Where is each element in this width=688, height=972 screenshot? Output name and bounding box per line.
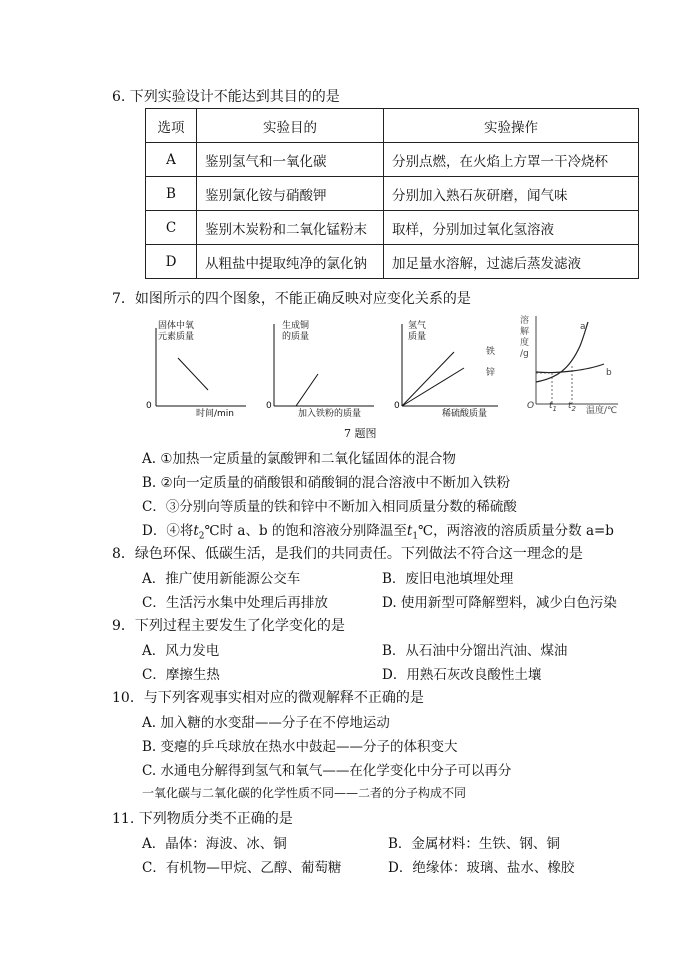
q9-option-d: D．用熟石灰改良酸性土壤 — [382, 667, 542, 683]
table-row — [146, 211, 639, 245]
q9-option-b: B．从石油中分馏出汽油、煤油 — [382, 643, 568, 659]
graph-1-origin: 0 — [146, 401, 152, 411]
ylabel-char: /g — [520, 349, 529, 359]
purpose-cell: 鉴别氯化铵与硝酸钾 — [197, 177, 384, 211]
ylabel-line: 元素质量 — [158, 332, 195, 342]
q10-option-b: B. 变瘪的乒乓球放在热水中鼓起——分子的体积变大 — [142, 739, 458, 755]
option-d-t1: t — [406, 523, 413, 539]
q8-option-b: B．废旧电池填埋处理 — [382, 571, 514, 587]
figure-caption: 7 题图 — [344, 427, 377, 440]
question-8-stem: 8．绿色环保、低碳生活，是我们的共同责任。下列做法不符合这一理念的是 — [112, 546, 583, 562]
ylabel-line: 生成铜 — [282, 321, 310, 331]
table-header-row — [146, 109, 639, 143]
t2-letter: t — [568, 401, 572, 411]
graph-3-label-zinc: 锌 — [486, 368, 496, 378]
q10-option-c: C. 水通电分解得到氢气和氧气——在化学变化中分子可以再分 — [142, 763, 512, 779]
q11-option-c: C．有机物—甲烷、乙醇、葡萄糖 — [142, 860, 342, 876]
q7-option-d — [142, 519, 614, 542]
table-row — [146, 245, 639, 279]
operation-cell: 取样，分别加过氧化氢溶液 — [384, 211, 639, 245]
ylabel-char: 解 — [520, 327, 530, 337]
purpose-cell: 鉴别氢气和一氧化碳 — [197, 143, 384, 177]
operation-cell: 加足量水溶解，过滤后蒸发滤液 — [384, 245, 639, 279]
q11-option-d: D．绝缘体：玻璃、盐水、橡胶 — [388, 860, 575, 876]
q7-option-a: A. ①加热一定质量的氯酸钾和二氧化锰固体的混合物 — [142, 451, 456, 467]
graph-2 — [262, 318, 377, 418]
graph-3-origin: 0 — [394, 401, 400, 411]
ylabel-char: 溶 — [520, 316, 530, 326]
ylabel-line: 固体中氧 — [158, 321, 195, 331]
option-d-t2: t — [193, 523, 199, 539]
graph-line — [296, 374, 318, 406]
graph-1 — [140, 318, 250, 418]
q8-option-c: C．生活污水集中处理后再排放 — [142, 595, 328, 611]
q10-option-d: 一氧化碳与二氧化碳的化学性质不同——二者的分子构成不同 — [142, 786, 467, 800]
t2-label — [568, 401, 576, 413]
ylabel-char: 度 — [520, 338, 530, 348]
graph-3-xlabel: 稀硫酸质量 — [442, 409, 488, 419]
header-purpose: 实验目的 — [197, 109, 384, 143]
ylabel-line: 的质量 — [282, 332, 310, 342]
curve-b-label: b — [606, 368, 612, 378]
graph-4-xlabel: 温度/℃ — [586, 406, 618, 416]
q10-option-a: A. 加入糖的水变甜——分子在不停地运动 — [142, 715, 390, 731]
t1-label — [549, 401, 557, 413]
t1-letter: t — [549, 401, 553, 411]
graph-1-xlabel: 时间/min — [196, 409, 235, 419]
q8-option-d: D. 使用新型可降解塑料，减少白色污染 — [382, 595, 617, 611]
purpose-cell: 鉴别木炭粉和二氧化锰粉末 — [197, 211, 384, 245]
option-d-part: ℃，两溶液的溶质质量分数 a=b — [418, 523, 614, 539]
q9-option-a: A．风力发电 — [142, 643, 220, 659]
q8-option-a: A．推广使用新能源公交车 — [142, 571, 301, 587]
question-6-table — [145, 108, 639, 279]
graph-line — [178, 358, 208, 390]
question-9-stem: 9．下列过程主要发生了化学变化的是 — [112, 618, 345, 634]
graph-3-label-iron: 铁 — [486, 347, 496, 357]
question-11-stem: 11. 下列物质分类不正确的是 — [112, 811, 293, 827]
option-d-t1-sub: 1 — [412, 531, 419, 542]
header-option: 选项 — [146, 109, 197, 143]
q7-option-b: B. ②向一定质量的硝酸银和硝酸铜的混合溶液中不断加入铁粉 — [142, 475, 511, 491]
option-letter: C — [146, 211, 197, 245]
option-d-part: D．④将 — [142, 523, 194, 539]
t2-sub: 2 — [571, 404, 576, 413]
option-d-t2-sub: 2 — [198, 531, 205, 542]
graph-4-origin: O — [527, 401, 535, 411]
option-letter: D — [146, 245, 197, 279]
graph-3-ylabel — [408, 321, 426, 343]
curve-a-label: a — [580, 322, 586, 332]
table-row — [146, 177, 639, 211]
ylabel-line: 氢气 — [408, 321, 427, 331]
graph-2-origin: 0 — [266, 401, 272, 411]
option-d-part: ℃时 a、b 的饱和溶液分别降温至 — [204, 523, 407, 539]
graph-2-ylabel — [282, 321, 309, 343]
t1-sub: 1 — [552, 404, 557, 413]
header-operation: 实验操作 — [384, 109, 639, 143]
operation-cell: 分别点燃，在火焰上方罩一干冷烧杯 — [384, 143, 639, 177]
table-row — [146, 143, 639, 177]
ylabel-line: 质量 — [408, 332, 427, 342]
option-letter: A — [146, 143, 197, 177]
q9-option-c: C．摩擦生热 — [142, 667, 220, 683]
q11-option-a: A．晶体：海波、冰、铜 — [142, 836, 287, 852]
curve-b — [536, 364, 604, 373]
purpose-cell: 从粗盐中提取纯净的氯化钠 — [197, 245, 384, 279]
graph-1-ylabel — [158, 321, 194, 343]
q11-option-b: B．金属材料：生铁、钢、铜 — [388, 836, 560, 852]
q7-option-c: C．③分别向等质量的铁和锌中不断加入相同质量分数的稀硫酸 — [142, 499, 517, 515]
graph-4-ylabel — [520, 316, 529, 360]
option-letter: B — [146, 177, 197, 211]
graph-2-xlabel: 加入铁粉的质量 — [298, 409, 362, 419]
question-10-stem: 10．与下列客观事实相对应的微观解释不正确的是 — [112, 690, 424, 706]
question-6-stem: 6. 下列实验设计不能达到其目的的是 — [112, 89, 340, 105]
operation-cell: 分别加入熟石灰研磨，闻气味 — [384, 177, 639, 211]
question-7-stem: 7．如图所示的四个图象，不能正确反映对应变化关系的是 — [112, 291, 471, 307]
